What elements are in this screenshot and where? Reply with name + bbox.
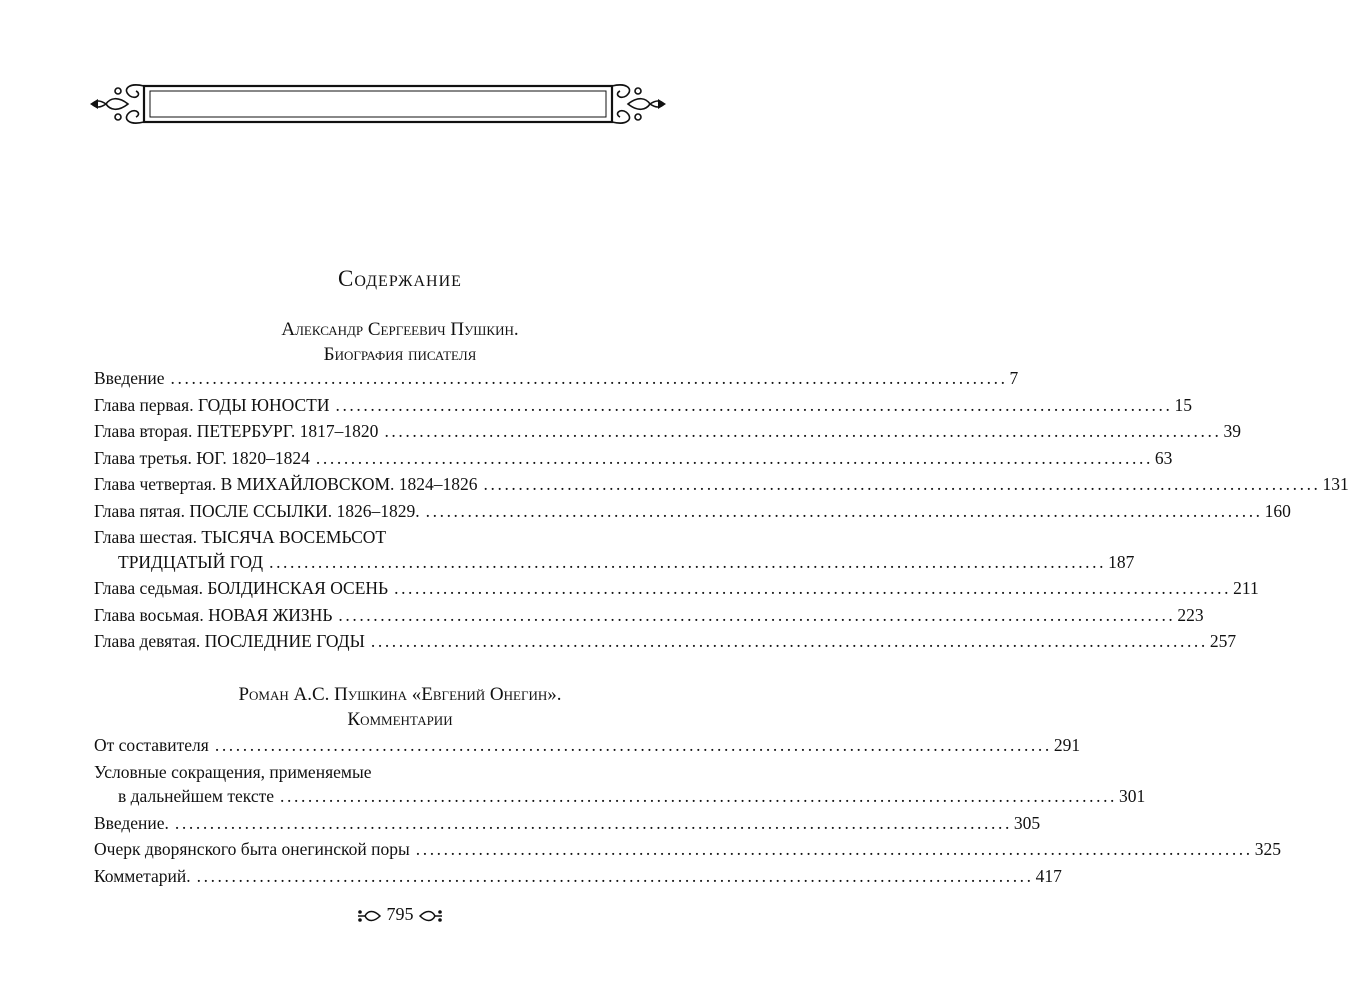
toc-entry-title-line1: Глава шестая. ТЫСЯЧА ВОСЕМЬСОТ: [94, 527, 387, 547]
dot-leader: ........................................................................................................................: [370, 631, 1208, 651]
toc-entry[interactable]: [94, 604, 1204, 632]
section-heading-line2: Биография писателя: [323, 344, 477, 365]
dot-leader: ........................................................................................................................: [269, 551, 1107, 572]
toc-entry-page: 257: [1209, 631, 1237, 651]
toc-entry[interactable]: [94, 735, 1081, 762]
toc-entry[interactable]: [94, 368, 1019, 395]
section-heading-line1: Роман А.С. Пушкина «Евгений Онегин».: [238, 684, 562, 705]
section-heading-line2: Комментарии: [347, 709, 453, 730]
toc-entry[interactable]: [94, 631, 1237, 658]
toc-entry-page: 325: [1254, 839, 1281, 859]
toc-entry[interactable]: [94, 421, 1241, 448]
toc-entry-page: 223: [1177, 604, 1204, 625]
folio-ornament-left-icon: [356, 908, 382, 924]
page-number-footer: [0, 904, 800, 925]
toc-entry-title: Глава первая. ГОДЫ ЮНОСТИ: [94, 394, 330, 415]
toc-entry-page: 131: [1322, 474, 1349, 494]
dot-leader: ........................................................................................................................: [196, 865, 1034, 886]
header-ornament: [88, 78, 668, 130]
toc-section-onegin: [94, 735, 1281, 892]
toc-entry-title: Введение.: [94, 812, 169, 833]
toc-entry-title-line1: Условные сокращения, применяемые: [94, 761, 372, 782]
toc-entry[interactable]: [94, 474, 1349, 501]
toc-entry-page: 160: [1264, 500, 1291, 521]
toc-section-biography: [94, 368, 1349, 658]
toc-entry-page: 211: [1233, 578, 1259, 598]
toc-entry-title: От составителя: [94, 735, 209, 755]
toc-entry-page: 15: [1174, 394, 1192, 415]
toc-entry[interactable]: [94, 761, 1146, 813]
dot-leader: ........................................................................................................................: [338, 604, 1176, 625]
dot-leader: ........................................................................................................................: [280, 786, 1118, 806]
toc-entry-title: Глава седьмая. БОЛДИНСКАЯ ОСЕНЬ: [94, 578, 389, 598]
toc-entry-page: 301: [1119, 786, 1146, 806]
toc-entry-title: Глава третья. ЮГ. 1820–1824: [94, 447, 310, 468]
section-heading-biography: [0, 317, 800, 367]
toc-entry-page: 291: [1053, 735, 1081, 755]
toc-entry-title-line2: в дальнейшем тексте: [118, 786, 275, 806]
toc-entry-title: Комметарий.: [94, 865, 191, 886]
toc-entry-title: Глава девятая. ПОСЛЕДНИЕ ГОДЫ: [94, 631, 365, 651]
dot-leader: ........................................................................................................................: [315, 447, 1153, 468]
toc-entry-page: 7: [1009, 368, 1019, 388]
toc-entry-page: 417: [1035, 865, 1062, 886]
toc-entry-title: Введение: [94, 368, 165, 388]
toc-entry[interactable]: [94, 812, 1041, 840]
toc-entry[interactable]: [94, 394, 1192, 422]
toc-entry[interactable]: [94, 839, 1281, 866]
toc-entry[interactable]: [94, 447, 1173, 475]
folio-ornament-right-icon: [418, 908, 444, 924]
toc-entry-title: Глава четвертая. В МИХАЙЛОВСКОМ. 1824–1826: [94, 474, 478, 494]
dot-leader: ........................................................................................................................: [394, 578, 1232, 598]
toc-entry-title: Глава вторая. ПЕТЕРБУРГ. 1817–1820: [94, 421, 379, 441]
dot-leader: ........................................................................................................................: [483, 474, 1321, 494]
toc-entry-page: 305: [1013, 812, 1041, 833]
toc-entry-title-line2: ТРИДЦАТЫЙ ГОД: [118, 551, 264, 572]
page-title: Содержание: [338, 266, 462, 291]
dot-leader: ........................................................................................................................: [214, 735, 1052, 755]
toc-entry[interactable]: [94, 865, 1062, 893]
dot-leader: ........................................................................................................................: [425, 500, 1263, 521]
page-number: 795: [386, 904, 414, 924]
toc-entry-title: Глава восьмая. НОВАЯ ЖИЗНЬ: [94, 604, 333, 625]
dot-leader: ........................................................................................................................: [384, 421, 1222, 441]
section-heading-line1: Александр Сергеевич Пушкин.: [281, 319, 519, 340]
section-heading-onegin: [0, 682, 800, 732]
dot-leader: ........................................................................................................................: [170, 368, 1008, 388]
toc-entry-page: 187: [1108, 551, 1135, 572]
toc-entry-page: 39: [1223, 421, 1241, 441]
toc-entry-page: 63: [1154, 447, 1173, 468]
toc-entry-title: Очерк дворянского быта онегинской поры: [94, 839, 410, 859]
toc-entry[interactable]: [94, 500, 1291, 528]
toc-entry[interactable]: [94, 578, 1259, 605]
toc-entry[interactable]: [94, 527, 1135, 578]
dot-leader: ........................................................................................................................: [335, 394, 1173, 415]
dot-leader: ........................................................................................................................: [415, 839, 1253, 859]
dot-leader: ........................................................................................................................: [174, 812, 1012, 833]
toc-entry-title: Глава пятая. ПОСЛЕ ССЫЛКИ. 1826–1829.: [94, 500, 420, 521]
